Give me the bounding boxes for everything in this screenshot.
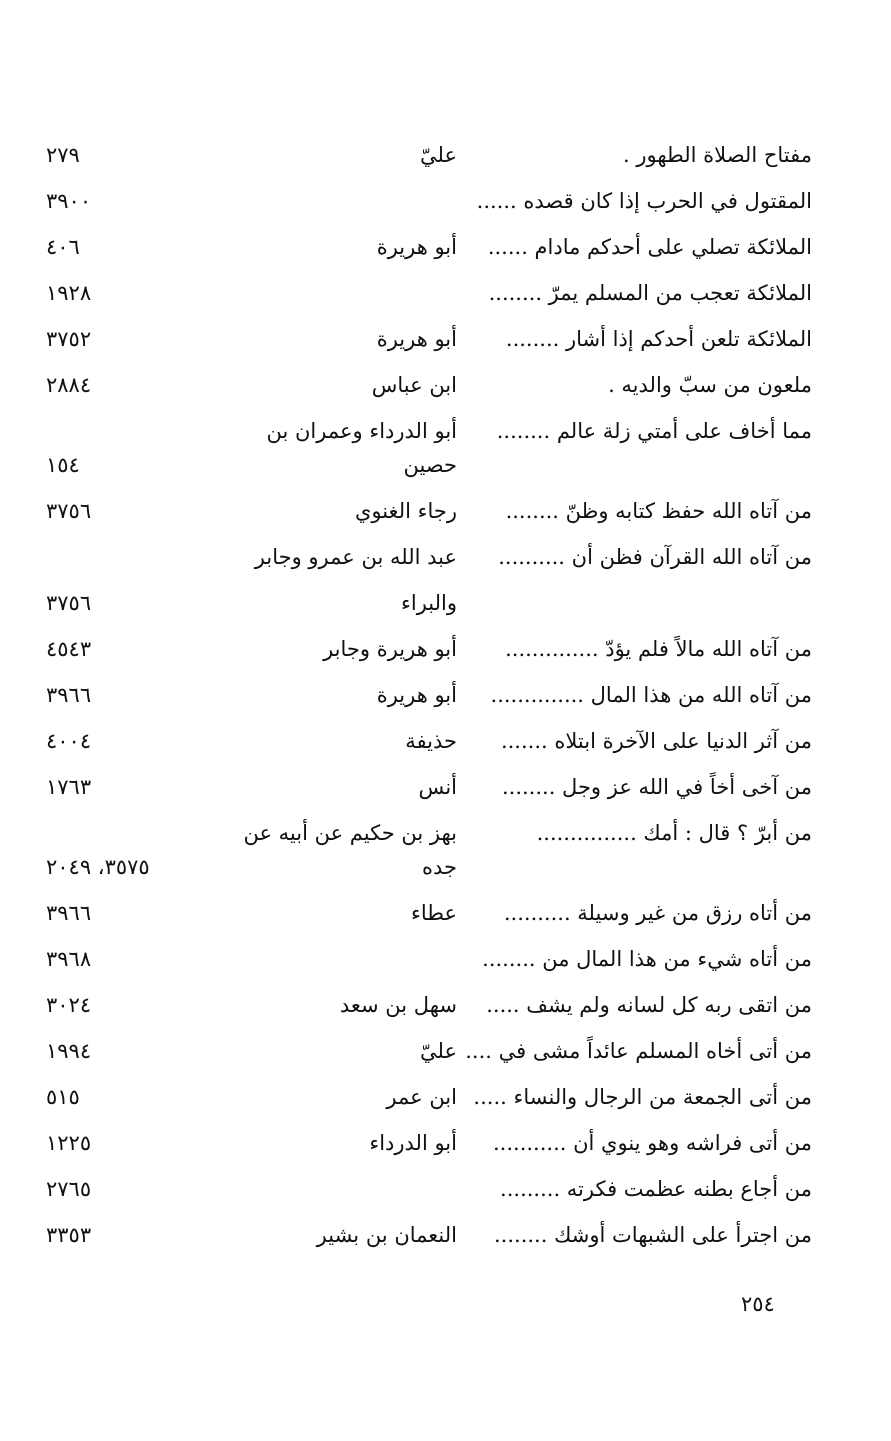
narrator: أبو الدرداء وعمران بن حصين [266, 419, 457, 477]
index-entry [40, 896, 812, 942]
hadith-text: من اتقى ربه كل لسانه ولم يشف ..... [486, 993, 812, 1017]
hadith-text: الملائكة تصلي على أحدكم مادام ...... [487, 235, 812, 259]
index-entry [40, 1172, 812, 1218]
narrator: عبد الله بن عمرو وجابر [254, 545, 457, 569]
hadith-index-list [40, 138, 812, 1264]
hadith-text: من أجاع بطنه عظمت فكرته ......... [500, 1177, 812, 1201]
index-entry [40, 632, 812, 678]
index-entry [40, 724, 812, 770]
hadith-text: من آخى أخاً في الله عز وجل ........ [501, 775, 812, 799]
hadith-text: من آتاه الله مالاً فلم يؤدّ .............. [505, 637, 812, 661]
hadith-number: ١٩٢٨ [46, 281, 92, 305]
narrator: بهز بن حكيم عن أبيه عن جده [243, 821, 457, 879]
hadith-number: ٣٣٥٣ [46, 1223, 92, 1247]
narrator: والبراء [400, 591, 457, 615]
narrator: حذيفة [405, 729, 457, 753]
index-entry [40, 494, 812, 540]
hadith-number: ١٢٢٥ [46, 1131, 92, 1155]
index-entry [40, 678, 812, 724]
index-entry [40, 1034, 812, 1080]
index-entry [40, 138, 812, 184]
hadith-text: من أتاه شيء من هذا المال من ........ [482, 947, 812, 971]
index-entry [40, 184, 812, 230]
index-entry [40, 988, 812, 1034]
hadith-number: ٣٩٦٦ [46, 683, 92, 707]
hadith-text: من آثر الدنيا على الآخرة ابتلاه ....... [500, 729, 812, 753]
hadith-text: من أتى فراشه وهو ينوي أن ........... [493, 1131, 812, 1155]
index-entry [40, 1126, 812, 1172]
index-entry [40, 276, 812, 322]
hadith-text: الملائكة تعجب من المسلم يمرّ ........ [488, 281, 812, 305]
index-entry [40, 942, 812, 988]
narrator: سهل بن سعد [339, 993, 457, 1017]
hadith-text: من آتاه الله من هذا المال .............. [490, 683, 812, 707]
hadith-text: الملائكة تلعن أحدكم إذا أشار ........ [505, 327, 812, 351]
hadith-text: من أتى أخاه المسلم عائداً مشى في .... [465, 1039, 812, 1063]
hadith-text: المقتول في الحرب إذا كان قصده ...... [476, 189, 812, 213]
hadith-number: ٤٠٠٤ [46, 729, 92, 753]
hadith-number: ٣٩٦٦ [46, 901, 92, 925]
hadith-number: ٣٧٥٦ [46, 591, 92, 615]
hadith-text: من أبرّ ؟ قال : أمك ............... [536, 821, 812, 845]
hadith-number: ٤٠٦ [46, 235, 80, 259]
narrator: ابن عمر [386, 1085, 457, 1109]
hadith-text: من اجترأ على الشبهات أوشك ........ [494, 1223, 812, 1247]
index-entry [40, 540, 812, 586]
hadith-number: ٢٧٦٥ [46, 1177, 92, 1201]
index-entry [40, 816, 812, 896]
narrator: عليّ [420, 1039, 457, 1063]
hadith-number: ٣٧٥٢ [46, 327, 92, 351]
hadith-text: من آتاه الله حفظ كتابه وظنّ ........ [505, 499, 812, 523]
index-entry [40, 1218, 812, 1264]
narrator: أبو هريرة وجابر [323, 637, 457, 661]
hadith-number: ١٩٩٤ [46, 1039, 92, 1063]
hadith-number: ٣٧٥٦ [46, 499, 92, 523]
index-entry [40, 770, 812, 816]
hadith-number: ٥١٥ [46, 1085, 80, 1109]
hadith-text: من أتاه رزق من غير وسيلة .......... [503, 901, 812, 925]
page-number: ٢٥٤ [741, 1292, 775, 1316]
hadith-text: مما أخاف على أمتي زلة عالم ........ [496, 419, 812, 443]
hadith-number: ٣٩٠٠ [46, 189, 92, 213]
narrator: رجاء الغنوي [354, 499, 457, 523]
hadith-number: ٣٥٧٥، ٢٠٤٩ [46, 855, 150, 879]
narrator: أبو هريرة [376, 327, 457, 351]
narrator: أبو الدرداء [369, 1131, 457, 1155]
narrator: أنس [418, 775, 457, 799]
hadith-number: ١٧٦٣ [46, 775, 92, 799]
index-entry [40, 322, 812, 368]
hadith-number: ١٥٤ [46, 453, 80, 477]
hadith-text: مفتاح الصلاة الطهور . [623, 143, 812, 167]
hadith-text: من آتاه الله القرآن فظن أن .......... [498, 545, 812, 569]
narrator: أبو هريرة [376, 235, 457, 259]
narrator: أبو هريرة [376, 683, 457, 707]
index-entry-continuation [40, 586, 812, 632]
index-entry [40, 1080, 812, 1126]
hadith-number: ٤٥٤٣ [46, 637, 92, 661]
narrator: عليّ [420, 143, 457, 167]
hadith-number: ٢٧٩ [46, 143, 80, 167]
hadith-number: ٣٠٢٤ [46, 993, 92, 1017]
index-entry [40, 414, 812, 494]
hadith-number: ٢٨٨٤ [46, 373, 92, 397]
hadith-text: من أتى الجمعة من الرجال والنساء ..... [473, 1085, 812, 1109]
hadith-number: ٣٩٦٨ [46, 947, 92, 971]
index-entry [40, 230, 812, 276]
narrator: ابن عباس [371, 373, 457, 397]
index-entry [40, 368, 812, 414]
hadith-text: ملعون من سبّ والديه . [608, 373, 812, 397]
narrator: النعمان بن بشير [316, 1223, 457, 1247]
narrator: عطاء [410, 901, 457, 925]
